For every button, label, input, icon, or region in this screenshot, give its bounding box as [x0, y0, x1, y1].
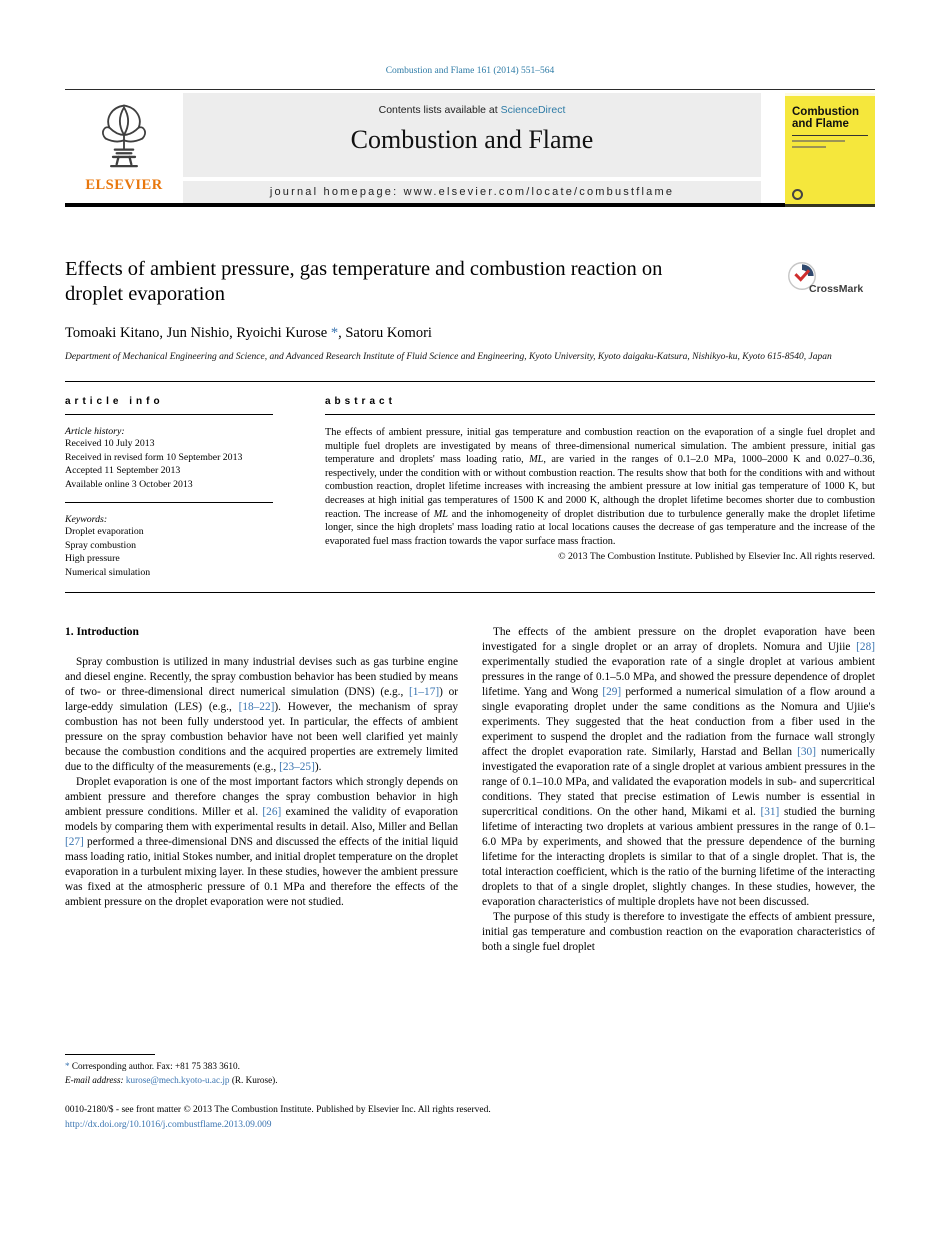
body-column-right [482, 625, 875, 1087]
inline-link[interactable]: * [65, 1061, 72, 1072]
inline-link[interactable]: [18–22] [238, 701, 275, 714]
contents-line-prefix: Contents lists available at [378, 104, 501, 116]
abstract-text: The effects of ambient pressure, initial gas temperature and combustion reaction on the evaporation of a single fuel droplet and multiple fuel droplets are investigated by means of three-dimensional numerical simulation. The ambient pressure, initial gas temperature and droplets' mass loading ratio, ML, are varied in the ranges of 0.1–2.0 MPa, 1000–2000 K and 0.027–0.36, respectively, under the condition with or without combustion reaction. The results show that both for the conditions with and without combustion reaction, droplet lifetime increases with increasing the ambient pressure at low initial gas temperature of 1000 K, but decreases at high initial gas temperatures of 1500 K and 2000 K, although the droplet lifetime becomes shorter due to combustion reaction. The increase of ML and the inhomogeneity of droplet distribution due to turbulence generally make the droplet lifetime longer, since the high droplets' mass loading ratio at local locations causes the decrease of gas temperature and the increase of the evaporated fuel mass fraction towards the vapor surface mass fraction. [325, 427, 876, 547]
article-title: Effects of ambient pressure, gas temperature and combustion reaction on droplet evaporation [65, 258, 663, 306]
keyword: Droplet evaporation [65, 526, 144, 538]
elsevier-logo[interactable] [65, 93, 183, 203]
inline-link[interactable]: [30] [797, 746, 816, 759]
inline-link[interactable]: [27] [65, 836, 84, 849]
cover-bottom-strip [785, 204, 875, 207]
affiliation: Department of Mechanical Engineering and Science, and Advanced Research Institute of Fluid Science and Engineering, Kyoto University, Kyoto daigaku-Katsura, Nishikyo-ku, Kyoto 615-8540, Japan [65, 351, 832, 362]
journal-title: Combustion and Flame [350, 125, 594, 154]
page-footer [65, 1103, 875, 1132]
body-paragraph: Droplet evaporation is one of the most important factors which strongly depends on ambient pressure and therefore changes the spray combustion behavior in high ambient pressure conditions. Miller et al. [26] examined the validity of evaporation models by comparing them with experimental results in detail. Also, Miller and Bellan [27] performed a three-dimensional DNS and discussed the effects of the initial liquid mass loading ratio, initial Stokes number, and initial droplet temperature on the droplet evaporation in a turbulent mixing layer. In these studies, however the ambient pressure was fixed at the atmospheric pressure of 0.1 MPa and therefore the effects of the ambient pressure on the droplet evaporation were not studied. [65, 776, 458, 909]
cover-divider [792, 135, 868, 136]
inline-link[interactable]: kurose@mech.kyoto-u.ac.jp [125, 1074, 230, 1085]
article-history-line: Accepted 11 September 2013 [65, 465, 181, 477]
abstract-heading: abstract [325, 396, 396, 408]
rule-below-abstract [65, 592, 875, 593]
journal-cover-title: Combustion and Flame [792, 106, 860, 131]
issn-copyright-line: 0010-2180/$ - see front matter © 2013 The Combustion Institute. Published by Elsevier Inc. All rights reserved. [65, 1105, 491, 1116]
body-columns [65, 625, 875, 1087]
keywords-label: Keywords: [65, 514, 108, 526]
author-list: Tomoaki Kitano, Jun Nishio, Ryoichi Kurose *, Satoru Komori [65, 324, 432, 341]
journal-banner [183, 93, 761, 203]
article-history-line: Available online 3 October 2013 [65, 478, 193, 490]
inline-link[interactable]: [29] [602, 686, 622, 699]
sciencedirect-link[interactable]: ScienceDirect [500, 104, 566, 116]
journal-homepage-link[interactable]: journal homepage: www.elsevier.com/locate/combustflame [183, 181, 761, 203]
article-history-label: Article history: [65, 426, 125, 438]
title-row [65, 257, 875, 308]
body-column-left [65, 625, 458, 1087]
keyword: Numerical simulation [65, 566, 151, 578]
doi-link[interactable]: http://dx.doi.org/10.1016/j.combustflame.2013.09.009 [65, 1119, 272, 1130]
body-paragraph: Spray combustion is utilized in many industrial devises such as gas turbine engine and diesel engine. Recently, the spray combustion behavior has been studied by means of two- or three-dimensional direct numerical simulation (DNS) (e.g., [1–17]) or large-eddy simulation (LES) (e.g., [18–22]). However, the mechanism of spray combustion has not been fully understood yet. In particular, the effects of ambient pressure on the spray combustion behavior have not been well clarified yet mainly because the combustion conditions and the acquired properties are extremely limited due to the difficulty of the measurements (e.g., [23–25]). [65, 656, 458, 774]
elsevier-wordmark: ELSEVIER [85, 177, 163, 193]
journal-citation [65, 66, 875, 76]
journal-citation-link[interactable]: Combustion and Flame 161 (2014) 551–564 [385, 66, 555, 76]
keyword: High pressure [65, 553, 120, 565]
article-info-divider [65, 502, 273, 503]
journal-header [65, 89, 875, 203]
corresponding-author-note: * Corresponding author. Fax: +81 75 383 3610. [65, 1061, 240, 1072]
title-spacer [715, 257, 783, 308]
keyword: Spray combustion [65, 539, 137, 551]
banner-main [183, 93, 761, 177]
email-note: E-mail address: kurose@mech.kyoto-u.ac.jp (R. Kurose). [65, 1074, 278, 1085]
abstract-column [325, 396, 875, 579]
inline-link[interactable]: [28] [856, 641, 875, 654]
crossmark-badge[interactable] [783, 261, 875, 303]
body-paragraph: The effects of the ambient pressure on the droplet evaporation have been investigated for a single droplet or an array of droplets. Nomura and Ujiie [28] experimentally studied the evaporation rate of a single droplet at various ambient pressures in the range of 0.1–5.0 MPa, and showed the pressure dependence of droplet lifetime. Yang and Wong [29] performed a numerical simulation of a flow around a single evaporating droplet under the same conditions as the Nomura and Ujiie's experiments. They suggested that the heat conduction from a fiber used in the experiment to suspend the droplet and the radiation from the furnace wall strongly affect the droplet evaporation rate. Similarly, Harstad and Bellan [30] numerically investigated the evaporation rate of a single droplet at various ambient pressures in the range of 0.1–10.0 MPa, and validated the evaporation models in sub- and supercritical conditions. They stated that precise estimation of Lewis number is essential in supercritical conditions. On the other hand, Mikami et al. [31] studied the burning lifetime of interacting two droplets at various ambient pressures in the range of 0.1–6.0 MPa by experiments, and showed that the pressure dependence of the burning lifetime for the interacting droplets is similar to that of a single droplet. That is, the total interaction coefficient, which is the ratio of the burning lifetime of the interacting droplets to that of a single droplet, slightly changes. In these studies, however, the evaporation characteristics of multiple droplets have not been discussed. [482, 626, 876, 909]
footnote [65, 1042, 458, 1087]
body-paragraph: The purpose of this study is therefore to investigate the effects of ambient pressure, initial gas temperature and combustion reaction on the evaporation characteristics of both a single fuel droplet [482, 911, 875, 954]
article-info-column [65, 396, 273, 579]
inline-link[interactable]: * [330, 324, 339, 341]
header-black-rule [65, 203, 875, 207]
abstract-heading-rule [325, 414, 875, 415]
inline-link[interactable]: [26] [262, 806, 282, 819]
inline-link[interactable]: [31] [760, 806, 780, 819]
footnote-rule [65, 1054, 155, 1055]
journal-cover-thumbnail[interactable] [785, 93, 875, 207]
article-info-abstract-section [65, 382, 875, 579]
cover-decorative-bar [792, 140, 845, 142]
article-info-heading-rule [65, 414, 273, 415]
combustion-institute-emblem-icon [792, 189, 803, 200]
section-heading-introduction: 1. Introduction [65, 626, 139, 639]
contents-line [183, 104, 761, 116]
crossmark-label: CrossMark [809, 283, 864, 295]
article-info-heading: article info [65, 396, 164, 408]
inline-link[interactable]: [23–25] [279, 761, 315, 774]
elsevier-tree-icon [91, 97, 157, 176]
inline-link[interactable]: [1–17] [409, 686, 440, 699]
cover-decorative-bar [792, 146, 826, 148]
article-history-line: Received 10 July 2013 [65, 438, 155, 450]
article-history-line: Received in revised form 10 September 2013 [65, 451, 243, 463]
abstract-copyright: © 2013 The Combustion Institute. Published by Elsevier Inc. All rights reserved. [558, 551, 875, 563]
